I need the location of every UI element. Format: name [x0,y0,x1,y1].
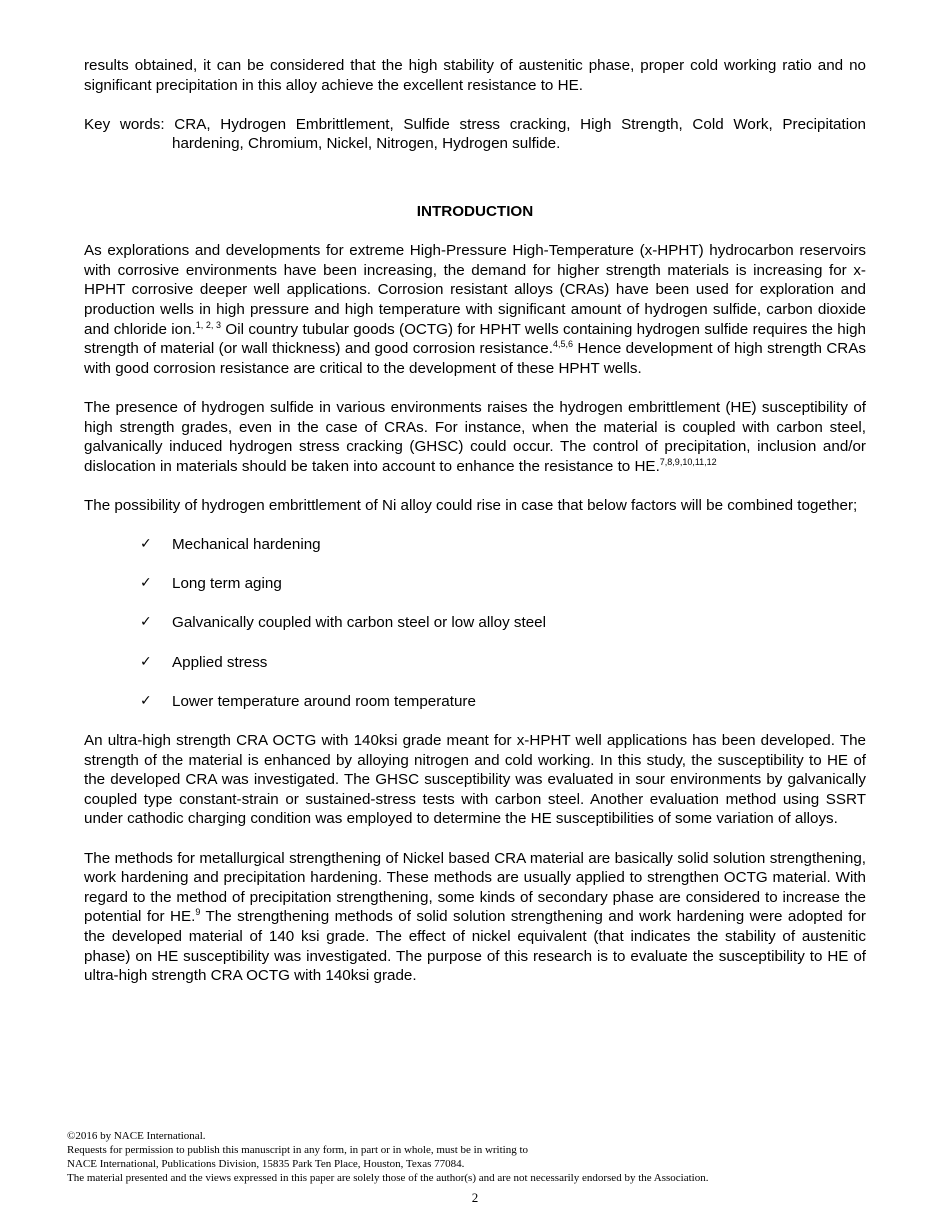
intro-paragraph-4: An ultra-high strength CRA OCTG with 140ksi grade meant for x-HPHT well applications has been developed. The strength of the material is enhanced by alloying nitrogen and cold working. In this study, the susceptibility to HE of the developed CRA was investigated. The GHSC susceptibility was evaluated in sour environments by galvanically coupled type constant-strain or sustained-stress tests with carbon steel. Another evaluation method using SSRT under cathodic charging condition was employed to determine the HE susceptibilities of some variation of alloys. [84,732,866,828]
p1-text-a: As explorations and developments for extreme High-Pressure High-Temperature (x-HPHT) hydrocarbon reservoirs with corrosive environments have been increasing, the demand for higher strength materials is increasing for x-HPHT corrosive deeper well applications. Corrosion resistant alloys (CRAs) have been used for exploration and production wells in high pressure and high temperature with significant amount of hydrogen sulfide, carbon dioxide and chloride ion. [84,242,866,338]
p1-text-c: Hence development of high strength CRAs with good corrosion resistance are critical to the development of these HPHT wells. [84,340,866,377]
factor-list [84,535,866,711]
list-item-label: Lower temperature around room temperature [172,692,476,710]
citation-superscript: 1, 2, 3 [195,319,222,330]
intro-paragraph-3: The possibility of hydrogen embrittlement of Ni alloy could rise in case that below factors will be combined together; [84,496,858,514]
list-item [84,574,866,594]
footer-address: NACE International, Publications Division, 15835 Park Ten Place, Houston, Texas 77084. [67,1158,465,1170]
checkmark-icon: ✓ [140,575,152,592]
keywords: Key words: CRA, Hydrogen Embrittlement, Sulfide stress cracking, High Strength, Cold Work, Precipitation hardening, Chromium, Nickel, Nitrogen, Hydrogen sulfide. [84,115,866,153]
checkmark-icon: ✓ [140,536,152,553]
checkmark-icon: ✓ [140,653,152,670]
citation-superscript: 9 [195,907,201,918]
checkmark-icon: ✓ [140,614,152,631]
p2-text: The presence of hydrogen sulfide in various environments raises the hydrogen embrittlement (HE) susceptibility of high strength grades, even in the case of CRAs. For instance, when the material is coupled with carbon steel, galvanically induced hydrogen stress cracking (GHSC) could occur. The control of precipitation, inclusion and/or dislocation in materials should be taken into account to enhance the resistance to HE. [84,398,866,475]
p5-text-b: The strengthening methods of solid solution strengthening and work hardening were adopted for the developed material of 140 ksi grade. The effect of nickel equivalent (that indicates the stability of austenitic phase) on HE susceptibility was investigated. The purpose of this research is to evaluate the susceptibility to HE of ultra-high strength CRA OCTG with 140ksi grade. [84,908,866,985]
list-item [84,653,866,673]
intro-paragraph-2 [84,398,866,476]
p5-text-a: The methods for metallurgical strengthening of Nickel based CRA material are basically solid solution strengthening, work hardening and precipitation hardening. These methods are usually applied to strengthen OCTG material. With regard to the method of precipitation strengthening, some kinds of secondary phase are considered to increase the potential for HE. [84,849,866,926]
list-item-label: Mechanical hardening [172,536,321,554]
list-item-label: Galvanically coupled with carbon steel or low alloy steel [172,614,546,632]
page-body [84,56,866,1005]
list-item [84,692,866,712]
list-item [84,535,866,555]
checkmark-icon: ✓ [140,692,152,709]
footer-copyright: ©2016 by NACE International. [67,1130,206,1142]
intro-paragraph-5 [84,849,866,986]
footer-permission: Requests for permission to publish this manuscript in any form, in part or in whole, must be in writing to [67,1144,529,1156]
footer-disclaimer: The material presented and the views expressed in this paper are solely those of the author(s) and are not necessarily endorsed by the Association. [67,1172,709,1184]
intro-paragraph-1 [84,241,866,378]
list-item-label: Applied stress [172,653,268,671]
abstract-tail: results obtained, it can be considered that the high stability of austenitic phase, proper cold working ratio and no significant precipitation in this alloy achieve the excellent resistance to HE. [84,57,866,94]
list-item-label: Long term aging [172,575,282,593]
citation-superscript: 4,5,6 [552,339,574,350]
citation-superscript: 7,8,9,10,11,12 [659,456,717,467]
list-item [84,613,866,633]
section-heading: INTRODUCTION [416,202,534,220]
copyright-footer [67,1129,887,1185]
p1-text-b: Oil country tubular goods (OCTG) for HPHT wells containing hydrogen sulfide requires the high strength of material (or wall thickness) and good corrosion resistance. [84,320,867,358]
page-number: 2 [471,1190,479,1205]
